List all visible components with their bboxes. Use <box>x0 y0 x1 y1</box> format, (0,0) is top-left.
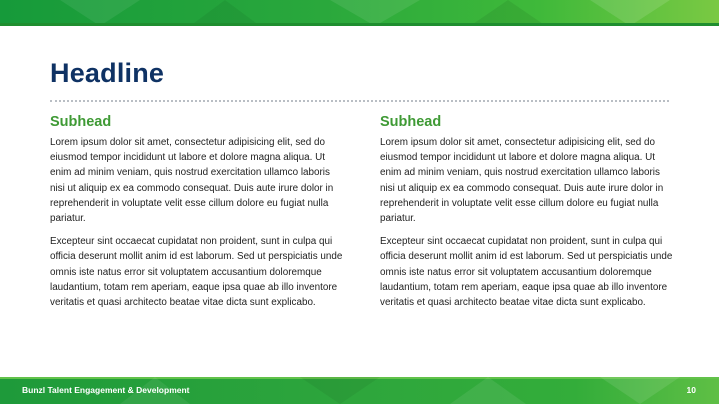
right-column <box>380 114 675 318</box>
page-number: 10 <box>686 385 696 395</box>
left-subhead: Subhead <box>50 114 112 130</box>
right-subhead: Subhead <box>380 114 442 130</box>
left-paragraph-2: Excepteur sint occaecat cupidatat non proident, sunt in culpa qui officia deserunt mollit anim id est laborum. Sed ut perspiciatis unde omnis iste natus error sit voluptatem accusantium doloremque laudantium, totam rem aperiam, eaque ipsa quae ab illo inventore veritatis et quasi architecto beatae vitae dicta sunt explicabo. <box>50 236 343 309</box>
headline-divider <box>50 100 669 102</box>
left-column <box>50 114 345 318</box>
left-paragraph-1: Lorem ipsum dolor sit amet, consectetur adipisicing elit, sed do eiusmod tempor incididunt ut labore et dolore magna aliqua. Ut enim ad minim veniam, quis nostrud exercitation ullamco laboris nisi ut aliquip ex ea commodo consequat. Duis aute irure dolor in reprehenderit in voluptate velit esse cillum dolore eu fugiat nulla pariatur. <box>50 137 334 225</box>
footer-title: Bunzl Talent Engagement & Development <box>22 385 190 395</box>
right-paragraph-2: Excepteur sint occaecat cupidatat non proident, sunt in culpa qui officia deserunt mollit anim id est laborum. Sed ut perspiciatis unde omnis iste natus error sit voluptatem accusantium doloremque laudantium, totam rem aperiam, eaque ipsa quae ab illo inventore veritatis et quasi architecto beatae vitae dicta sunt explicabo. <box>380 236 673 309</box>
right-paragraph-1: Lorem ipsum dolor sit amet, consectetur adipisicing elit, sed do eiusmod tempor incididunt ut labore et dolore magna aliqua. Ut enim ad minim veniam, quis nostrud exercitation ullamco laboris nisi ut aliquip ex ea commodo consequat. Duis aute irure dolor in reprehenderit in voluptate velit esse cillum dolore eu fugiat nulla pariatur. <box>380 137 664 225</box>
headline: Headline <box>50 58 165 88</box>
top-decorative-band <box>0 0 719 26</box>
